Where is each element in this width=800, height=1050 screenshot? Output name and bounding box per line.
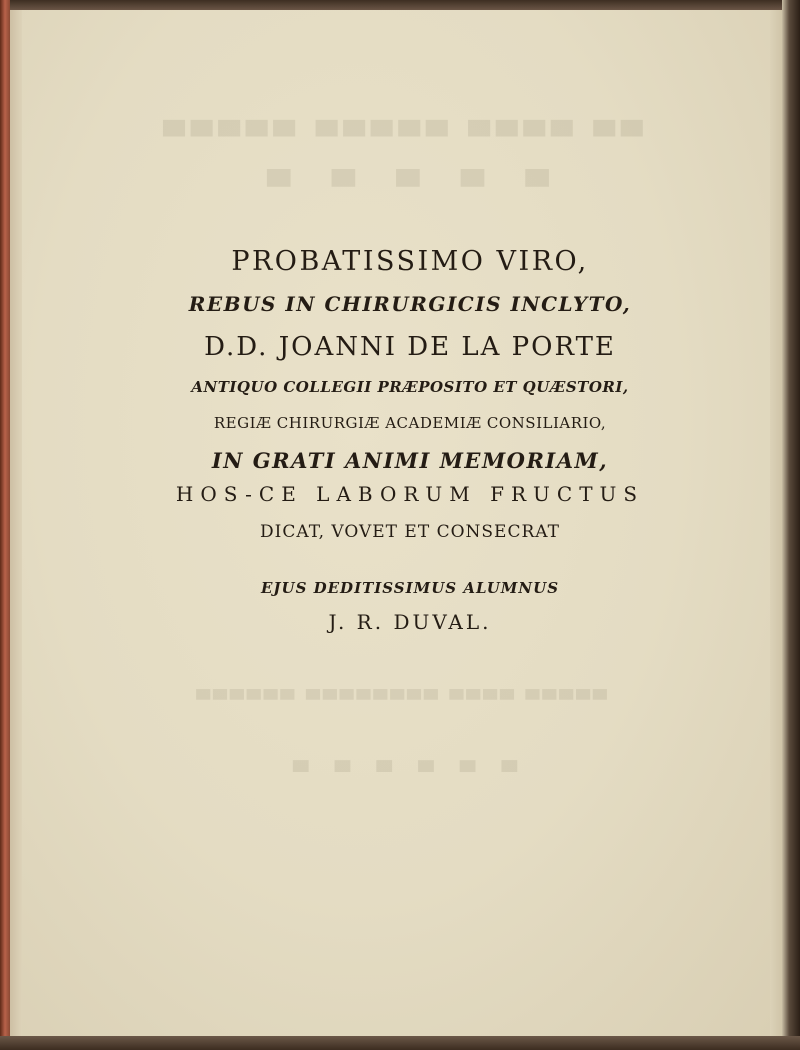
dedication-line-dedicatee-name: D.D. JOANNI DE LA PORTE	[204, 332, 616, 362]
dedication-line-laborum: HOS-CE LABORUM FRUCTUS	[175, 482, 645, 506]
dedication-line-grati-animi: IN GRATI ANIMI MEMORIAM,	[211, 448, 609, 473]
book-left-edge	[0, 0, 10, 1050]
dedication-line-antiquo: ANTIQUO COLLEGII PRÆPOSITO ET QUÆSTORI,	[191, 378, 629, 396]
page-right-margin	[770, 10, 782, 1036]
dedication-line-author-name: J. R. DUVAL.	[328, 610, 492, 634]
bleed-through-mark: ▀▀ ▀▀▀▀ ▀▀▀▀▀ ▀▀▀▀▀	[157, 120, 643, 153]
dedication-line-regiae: REGIÆ CHIRURGIÆ ACADEMIÆ CONSILIARIO,	[213, 414, 607, 432]
dedication-line-alumnus: EJUS DEDITISSIMUS ALUMNUS	[260, 579, 560, 597]
page-gutter	[10, 10, 22, 1040]
dedication-line-dicat: DICAT, VOVET ET CONSECRAT	[260, 522, 560, 542]
dedication-line-probatissimo: PROBATISSIMO VIRO,	[231, 246, 589, 277]
book-right-edge	[782, 0, 800, 1050]
dedication-line-rebus: REBUS IN CHIRURGICIS INCLYTO,	[188, 292, 632, 316]
bleed-through-mark: ▀▀▀▀▀ ▀▀▀▀ ▀▀▀▀▀▀▀▀ ▀▀▀▀▀▀	[193, 690, 607, 711]
scan-bottom-edge	[0, 1036, 800, 1050]
bleed-through-mark: ▀ ▀ ▀ ▀ ▀ ▀	[282, 760, 518, 784]
bleed-through-mark: ▀ ▀ ▀ ▀ ▀	[251, 170, 549, 205]
scan-top-edge	[0, 0, 800, 10]
